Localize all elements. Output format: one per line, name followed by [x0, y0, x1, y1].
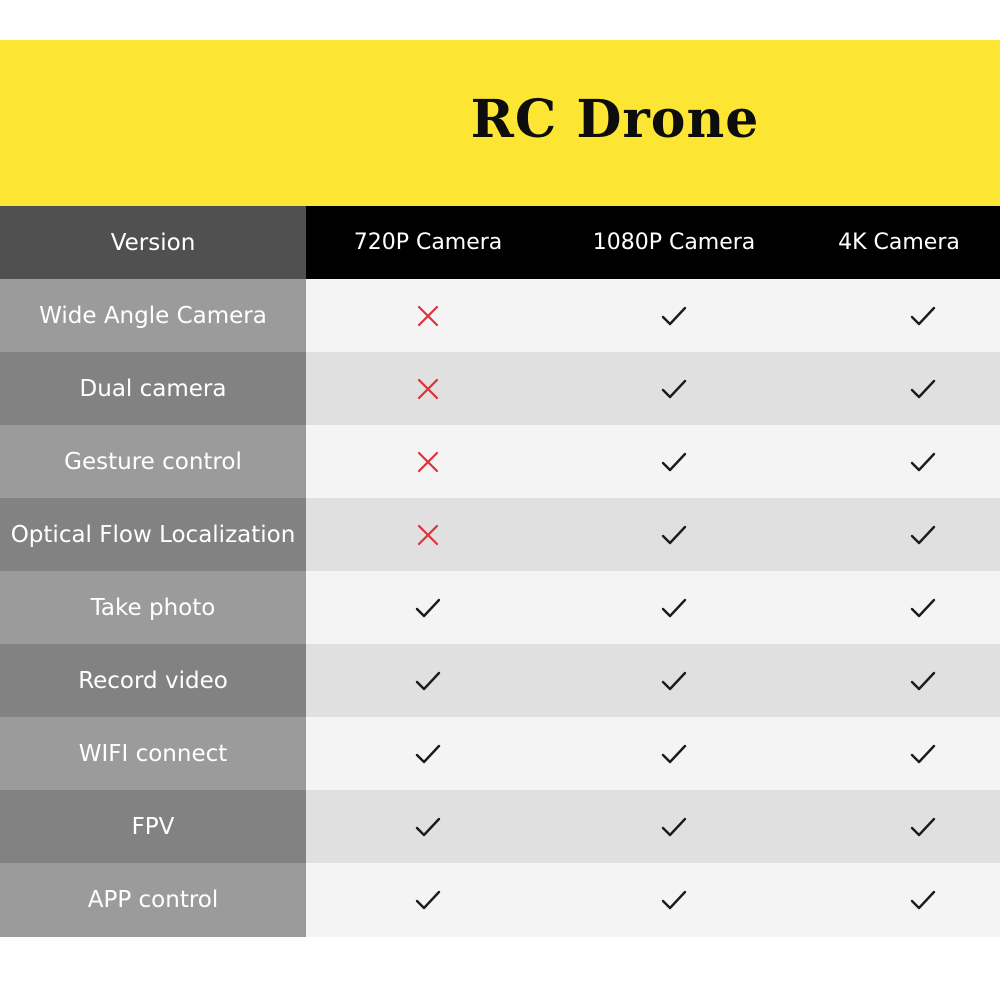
feature-values: [306, 425, 1000, 498]
table-body: [0, 279, 1000, 937]
check-icon: [909, 523, 937, 547]
check-icon-4k: [798, 790, 1000, 863]
title-banner: [0, 40, 1000, 206]
check-icon-4k: [798, 863, 1000, 937]
comparison-table: [0, 206, 1000, 937]
feature-values: [306, 644, 1000, 717]
feature-values: [306, 863, 1000, 937]
feature-label: WIFI connect: [0, 717, 306, 790]
check-icon: [660, 669, 688, 693]
check-icon: [660, 888, 688, 912]
check-icon: [660, 596, 688, 620]
feature-label: Take photo: [0, 571, 306, 644]
cross-icon-720p: [306, 352, 550, 425]
check-icon: [909, 888, 937, 912]
check-icon: [414, 888, 442, 912]
feature-label: Gesture control: [0, 425, 306, 498]
table-row: [0, 644, 1000, 717]
check-icon-1080p: [550, 644, 798, 717]
table-row: [0, 498, 1000, 571]
cross-icon: [416, 304, 440, 328]
check-icon-4k: [798, 352, 1000, 425]
cross-icon: [416, 377, 440, 401]
table-row: [0, 863, 1000, 937]
check-icon-720p: [306, 571, 550, 644]
cross-icon-720p: [306, 425, 550, 498]
check-icon: [909, 742, 937, 766]
check-icon-1080p: [550, 498, 798, 571]
cross-icon: [416, 523, 440, 547]
check-icon: [660, 377, 688, 401]
check-icon-1080p: [550, 279, 798, 352]
check-icon: [909, 450, 937, 474]
check-icon-4k: [798, 425, 1000, 498]
column-header-1080p: 1080P Camera: [592, 230, 756, 255]
cross-icon: [416, 450, 440, 474]
table-row: [0, 425, 1000, 498]
feature-label: Record video: [0, 644, 306, 717]
feature-label: Dual camera: [0, 352, 306, 425]
feature-label: APP control: [0, 863, 306, 937]
feature-label: FPV: [0, 790, 306, 863]
check-icon: [660, 450, 688, 474]
page-title: RC Drone: [470, 88, 760, 150]
column-headers: [306, 206, 1000, 279]
check-icon: [909, 815, 937, 839]
table-row: [0, 790, 1000, 863]
feature-values: [306, 571, 1000, 644]
check-icon-4k: [798, 279, 1000, 352]
check-icon: [909, 596, 937, 620]
check-icon: [660, 523, 688, 547]
check-icon-1080p: [550, 352, 798, 425]
check-icon-1080p: [550, 425, 798, 498]
check-icon-1080p: [550, 863, 798, 937]
check-icon: [414, 669, 442, 693]
check-icon-720p: [306, 863, 550, 937]
check-icon: [414, 742, 442, 766]
check-icon-4k: [798, 571, 1000, 644]
check-icon: [909, 669, 937, 693]
check-icon: [414, 596, 442, 620]
cross-icon-720p: [306, 279, 550, 352]
check-icon: [660, 304, 688, 328]
feature-label: Optical Flow Localization: [0, 498, 306, 571]
check-icon: [909, 304, 937, 328]
feature-values: [306, 352, 1000, 425]
check-icon: [660, 742, 688, 766]
feature-values: [306, 790, 1000, 863]
check-icon: [660, 815, 688, 839]
check-icon-720p: [306, 717, 550, 790]
check-icon: [414, 815, 442, 839]
table-row: [0, 279, 1000, 352]
check-icon-720p: [306, 790, 550, 863]
check-icon-4k: [798, 717, 1000, 790]
column-header-4k: 4K Camera: [838, 230, 960, 255]
table-header-row: [0, 206, 1000, 279]
check-icon-1080p: [550, 571, 798, 644]
table-row: [0, 352, 1000, 425]
check-icon-4k: [798, 498, 1000, 571]
feature-values: [306, 279, 1000, 352]
feature-values: [306, 717, 1000, 790]
table-row: [0, 717, 1000, 790]
feature-label: Wide Angle Camera: [0, 279, 306, 352]
version-header: Version: [0, 206, 306, 279]
check-icon: [909, 377, 937, 401]
feature-values: [306, 498, 1000, 571]
check-icon-1080p: [550, 717, 798, 790]
check-icon-1080p: [550, 790, 798, 863]
column-header-720p: 720P Camera: [353, 230, 503, 255]
cross-icon-720p: [306, 498, 550, 571]
check-icon-4k: [798, 644, 1000, 717]
table-row: [0, 571, 1000, 644]
check-icon-720p: [306, 644, 550, 717]
